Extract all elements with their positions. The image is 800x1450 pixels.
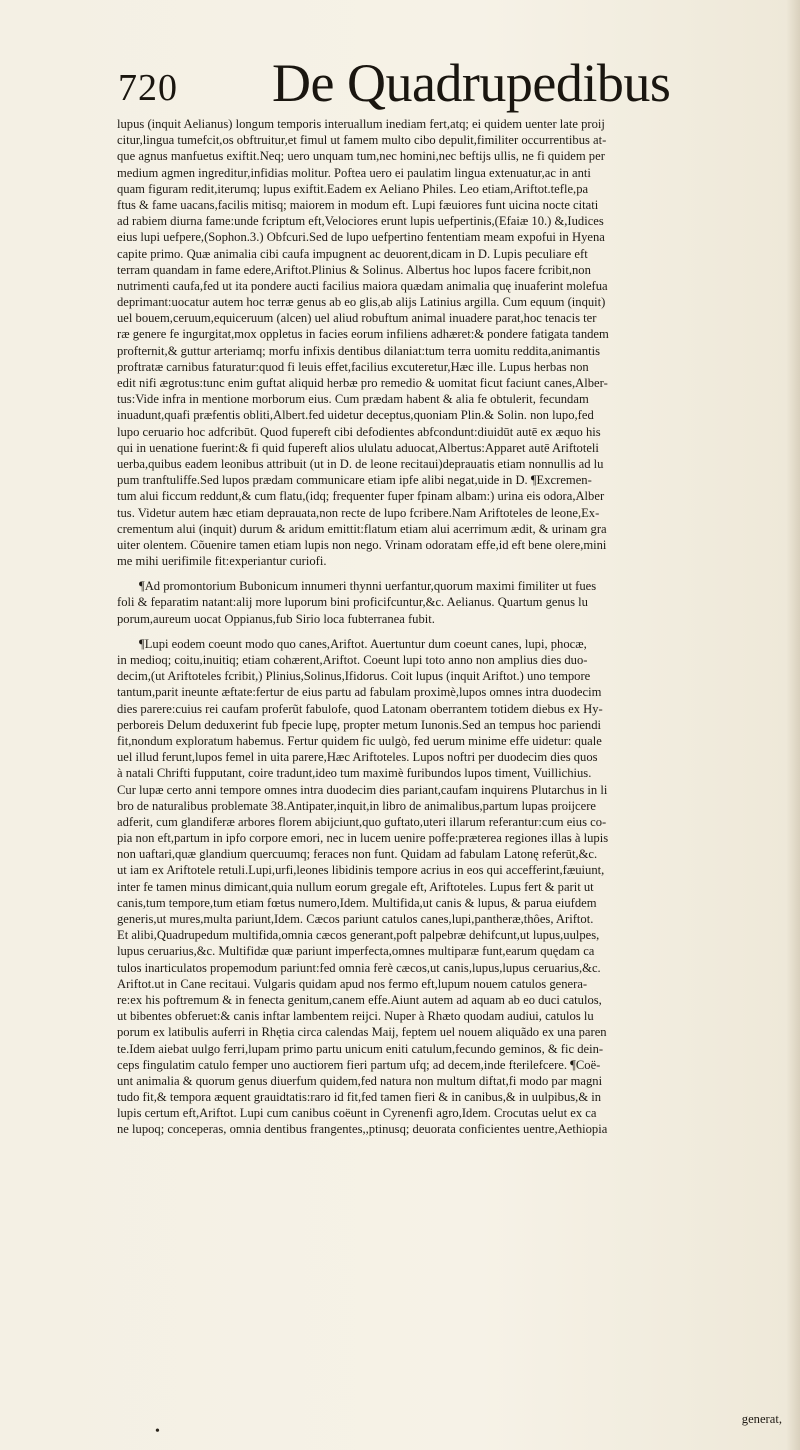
text-line: ftus & fame uacans,facilis mitisq; maiorem in modum eft. Lupi fæuiores funt uicina nocte citati	[117, 197, 599, 212]
text-line: tus. Videtur autem hæc etiam deprauata,non recte de lupo fcribere.Nam Ariftoteles de leone,Ex-	[117, 505, 600, 520]
text-line: tum alui ficcum reddunt,& cum flatu,(idq; frequenter fuper fpinam albam:) urina eis odora,Alber	[117, 489, 605, 504]
text-line: dies parere:cuius rei caufam proferũt fabulofe, quod Latonam oberrantem totidem diebus ex Hy-	[117, 701, 603, 716]
text-line: tudo fit,& tempora æquent grauidtatis:raro id fit,fed tamen fieri & in canibus,& in uulpibus,& in	[117, 1090, 602, 1105]
text-line: generis,ut mures,multa pariunt,Idem. Cæcos pariunt catulos canes,lupi,pantheræ,thôes, Ariftot.	[117, 912, 594, 926]
text-line: ¶Lupi eodem coeunt modo quo canes,Ariftot. Auertuntur dum coeunt canes, lupi, phocæ,	[139, 636, 587, 651]
text-line: crementum alui (inquit) durum & aridum emittit:flatum etiam alui acerrimum ædit, & urinam gra	[117, 521, 607, 536]
text-line: capite primo. Quæ animalia cibi caufa impugnent ac deuorent,dicam in D. Lupis peculiare eft	[117, 246, 588, 261]
running-title: De Quadrupedibus	[272, 53, 671, 113]
text-line: ræ genere fe ingurgitat,mox oppletus in facies eorum infiliens adhæret:& pondere fatigata tandem	[117, 327, 609, 342]
text-line: uel bouem,ceruum,equiceruum (alcen) uel aliud robuftum animal inuadere parat,hoc tenacis ter	[117, 311, 597, 326]
text-line: unt animalia & quorum genus diuerfum quidem,fed natura non multum diftat,fi modo par magni	[117, 1073, 603, 1088]
text-line: inuadunt,quafi præfentis obliti,Albert.fed uidetur deceptus,quoniam Plin.& Solin. non lupo,fed	[117, 408, 594, 423]
text-line: fit,nondum exploratum habemus. Fertur quidem fic uulgò, fed uerum minime effe uidetur: quale	[117, 733, 602, 748]
text-line: qui in uenatione fuerint:& fi quid fupereft alios ululatu aduocat,Albertus:Apparet autē Ariftoteli	[117, 440, 599, 455]
text-line: quam figuram redit,iterumq; lupus exiftit.Eadem ex Aeliano Philes. Leo etiam,Ariftot.tefle,pa	[117, 181, 589, 196]
page-header	[112, 52, 792, 114]
text-line: non uaftari,quæ glandium quercuumq; feraces non funt. Quidam ad fabulam Latonę referūt,&c.	[117, 847, 598, 862]
text-line: decim,(ut Ariftoteles fcribit,) Plinius,Solinus,Ifidorus. Coit lupus (inquit Ariftot.) uno tempore	[117, 669, 591, 684]
text-line: foli & feparatim natant:alij more luporum bini proficifcuntur,&c. Aelianus. Quartum genus lu	[117, 595, 588, 610]
text-line: perboreis Delum deduxerint fub fpecie lupę, propter metum Iunonis.Sed an tempus hoc pariendi	[117, 717, 602, 732]
text-line: canis,tum tempore,tum etiam fœtus numero,Idem. Multifida,ut canis & lupus, & parua eiufdem	[117, 895, 597, 910]
text-line: uel illud ferunt,lupos femel in uita parere,Hæc Ariftoteles. Lupos noftri per duodecim dies quos	[117, 750, 598, 765]
text-line: eius lupi uefpere,(Sophon.3.) Obfcuri.Sed de lupo uefpertino fententiam meam expofui in Hyena	[117, 230, 605, 245]
ornament-dot: •	[155, 1424, 160, 1439]
text-line: tantum,parit ineunte æftate:fertur de eius partu ad fabulam proximè,lupos omnes intra duodecim	[117, 685, 602, 700]
text-line: à natali Chrifti fupputant, coire tradunt,ideo tum maximè furibundos lupos timent, Vuillichius.	[117, 766, 592, 781]
text-line: ceps fingulatim catulo femper uno auctiorem fieri partum ufq; ad decem,inde fterilefcere. ¶Coë-	[117, 1057, 601, 1072]
text-line: uiter olentem. Cõuenire tamen etiam lupis non nego. Vrinam odoratam effe,id eft bene olere,mini	[117, 537, 607, 552]
text-line: bro de naturalibus problemate 38.Antipater,inquit,in libro de animalibus,partum lupas proijcere	[117, 798, 596, 813]
text-line: Ariftot.ut in Cane recitaui. Vulgaris quidam apud nos fermo eft,lupum nouem catulos genera-	[117, 976, 588, 991]
text-line: ut bibentes obferuet:& canis inftar lambentem reijci. Nuper à Rhæto quodam audiui, catulos lu	[117, 1009, 594, 1024]
text-line: terram quandam in fame edere,Ariftot.Plinius & Solinus. Albertus hoc lupos facere fcribit,non	[117, 262, 591, 277]
text-line: lupis certum eft,Ariftot. Lupi cum canibus coëunt in Cyrenenfi agro,Idem. Crocutas uelut ex ca	[117, 1106, 597, 1121]
text-line: pia non eft,partum in ipfo corpore emori, nec in lucem uenire poffe:præterea regiones illas à lupis	[117, 831, 609, 846]
text-line: medium agmen ingreditur,infidias molitur. Poftea uero ei paulatim lingua extenuatur,ac in anti	[117, 165, 591, 180]
text-line: in medioq; coitu,inuitiq; etiam cohærent,Ariftot. Coeunt lupi toto anno non amplius dies duo-	[117, 653, 588, 667]
text-line: ¶Ad promontorium Bubonicum innumeri thynni uerfantur,quorum maximi fimiliter ut fues	[139, 579, 597, 594]
text-line: profternit,& guttur arteriamq; morfu infixis dentibus dilaniat:tum terra uomitu reddita,animantis	[117, 343, 600, 358]
text-line: ne lupoq; conceperas, omnia dentibus frangentes,,ptinusq; deuorata conficientes uentre,Aethiopia	[117, 1122, 608, 1137]
text-line: tulos inarticulatos propemodum pariunt:fed omnia ferè cæcos,ut canis,lupus,lupus ceruarius,&c.	[117, 960, 601, 975]
text-block	[117, 116, 793, 1138]
text-line: uerba,quibus eadem leonibus attribuit (ut in D. de leone recitaui)deprauatis etiam nonnullis ad lu	[117, 456, 604, 471]
paragraph-gap	[117, 569, 793, 578]
catchword: generat,	[741, 1412, 782, 1426]
text-line: lupus (inquit Aelianus) longum temporis interuallum inediam fert,atq; ei quidem uenter late proij	[117, 117, 605, 131]
text-line: porum,aureum uocat Oppianus,fub Sirio loca fubterranea fubit.	[117, 611, 435, 626]
text-line: nutrimenti caufa,fed ut ita pondere aucti facilius maiora quædam animalia quę inuaferint molefua	[117, 278, 608, 293]
text-line: lupo ceruario hoc adfcribūt. Quod fupereft cibi defodientes abfcondunt:diuidūt autē ex æquo his	[117, 424, 601, 439]
text-line: tus:Vide infra in mentione morborum eius. Cum prædam habent & alia fe obtulerit, fecundam	[117, 392, 589, 407]
text-line: porum ex latibulis auferri in Rhętia circa calendas Maij, feptem uel nouem aliquãdo ex una paren	[117, 1025, 607, 1040]
text-line: ad rabiem diurna fame:unde fcriptum eft,Velociores erunt lupis uefpertinis,(Efaiæ 10.) &,Iudices	[117, 214, 604, 229]
text-line: citur,lingua tumefcit,os obftruitur,et fimul ut famem multo cibo depulit,fimiliter occurrentibus at-	[117, 133, 607, 148]
text-line: adferit, cum glandiferæ arbores florem abijciunt,quo guftato,uteri illarum referantur:cum eius co-	[117, 814, 607, 829]
text-line: me mihi uerifimile fit:experiantur curiofi.	[117, 554, 327, 569]
text-line: pum tranftuliffe.Sed lupos prædam communicare etiam ipfe alibi negat,uide in D. ¶Excremen-	[117, 473, 592, 488]
text-line: te.Idem aiebat uulgo ferri,lupam primo partu unicum eniti catulum,fecundo geminos, & fic dein-	[117, 1041, 604, 1056]
text-line: edit nifi ægrotus:tunc enim guftat aliquid herbæ pro remedio & uomitat ficut faciunt canes,Alber-	[117, 376, 608, 390]
page-number: 720	[118, 67, 178, 109]
text-line: Et alibi,Quadrupedum multifida,omnia cæcos generant,poft palpebræ dehifcunt,ut lupus,uulpes,	[117, 928, 600, 943]
text-line: re:ex his poftremum & in fenecta genitum,canem effe.Aiunt autem ad aquam ab eo duci catulos,	[117, 992, 602, 1007]
paragraph-gap	[117, 627, 793, 636]
text-line: que agnus manfuetus exiftit.Neq; uero unquam tum,nec homini,nec beftijs ullis, ne fi quidem per	[117, 149, 605, 164]
text-line: ut iam ex Ariftotele retuli.Lupi,urfi,leones libidinis tempore acrius in eos qui accefferint,fæuiunt,	[117, 863, 605, 878]
text-line: inter fe tamen minus dimicant,quia nullum eorum gregale eft, Ariftoteles. Lupus fert & parit ut	[117, 879, 594, 894]
text-line: proftratæ carnibus faturatur:quod fi leuis effet,facilius excuteretur,Hæc ille. Lupus herbas non	[117, 359, 589, 374]
text-line: lupus ceruarius,&c. Multifidæ quæ pariunt imperfecta,omnes multiparæ funt,earum quędam ca	[117, 944, 595, 959]
text-line: Cur lupæ certo anni tempore omnes intra duodecim dies pariant,caufam inquirens Plutarchus in li	[117, 782, 608, 797]
text-line: deprimant:uocatur autem hoc terræ genus ab eo glis,ab alijs Latinius argilla. Cum equum (inquit)	[117, 295, 606, 310]
